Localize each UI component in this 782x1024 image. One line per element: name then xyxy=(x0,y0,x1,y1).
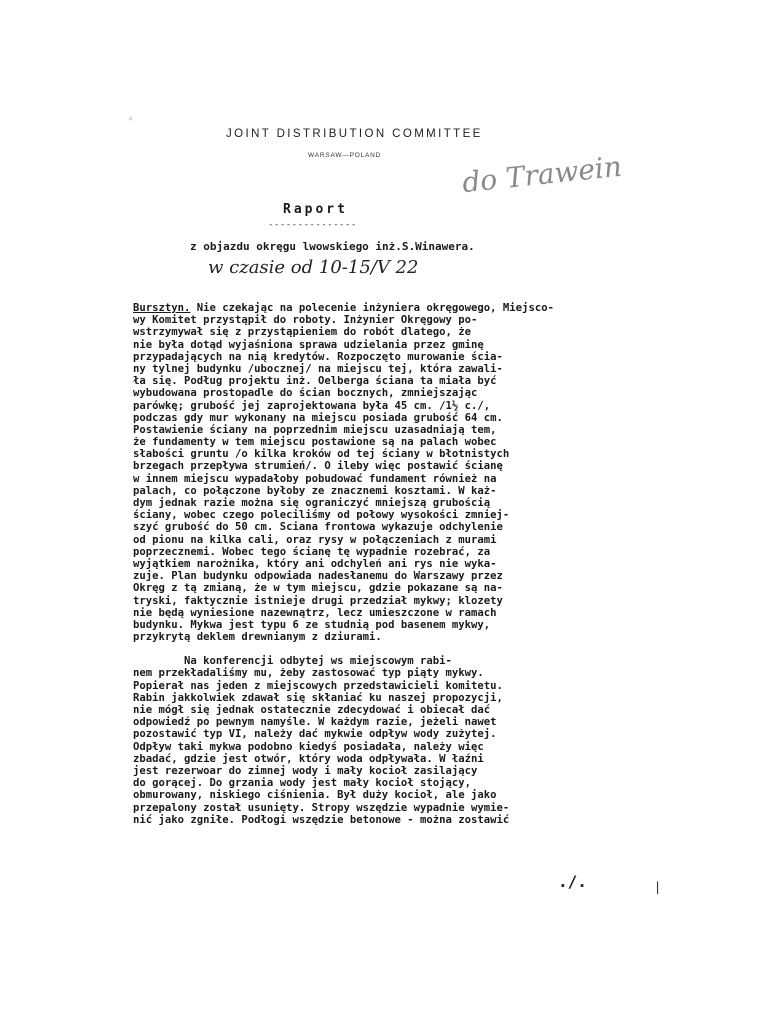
body-line: ny tylnej budynku /ubocznej/ na miejscu tej, która zawali- xyxy=(133,362,503,375)
body-line: szyć grubość do 50 cm. Ściana frontowa wykazuje odchylenie xyxy=(133,521,503,534)
body-line: nie była dotąd wyjaśniona sprawa udzielania przez gminę xyxy=(133,338,484,351)
body-line: dym jednak razie można się ograniczyć mniejszą grubością xyxy=(133,497,491,509)
body-line: ła się. Podług projektu inż. Oelberga ściana ta miała być xyxy=(133,375,497,388)
body-line: obmurowany, niskiego ciśnienia. Był duży kocioł, ale jako xyxy=(133,789,497,802)
body-line: Na konferencji odbytej ws miejscowym rabi- xyxy=(133,655,452,668)
body-line: w innem miejscu wypadałoby pobudować fundament również na xyxy=(133,472,497,485)
body-line: Rabin jakkolwiek zdawał się skłaniać ku naszej propozycji, xyxy=(133,691,503,704)
body-line: brzegach przepływa strumień/. O ileby więc postawić ścianę xyxy=(133,460,503,473)
body-line: do gorącej. Do grzania wody jest mały kocioł stojący, xyxy=(133,777,472,790)
margin-mark: * xyxy=(128,116,134,126)
body-line: ściany, wobec czego poleciliśmy od połowy wysokości zmniej- xyxy=(133,509,510,522)
body-line: parówkę; grubość jej zaprojektowana była 45 cm. /1½ c./, xyxy=(133,399,491,412)
report-title: Raport xyxy=(283,202,348,217)
body-line: Odpływ taki mykwa podobno kiedyś posiadała, należy więc xyxy=(133,740,484,753)
body-line: od pionu na kilka cali, oraz rysy w połączeniach z murami xyxy=(133,533,497,546)
paragraph-2 xyxy=(133,655,653,826)
body-line: nem przekładaliśmy mu, żeby zastosować typ piąty mykwy. xyxy=(133,667,484,680)
report-body xyxy=(133,302,653,826)
body-line: podczas gdy mur wykonany na miejscu posiada grubość 64 cm. xyxy=(133,411,503,424)
body-line: przepalony został usunięty. Stropy wszędzie wypadnie wymie- xyxy=(133,801,510,814)
report-subtitle: z objazdu okręgu lwowskiego inż.S.Winawera. xyxy=(190,240,475,253)
body-line: nie mógł się jednak ostatecznie zdecydować i obiecał dać xyxy=(133,704,491,716)
body-line: odpowiedź po pewnym namyśle. W każdym razie, jeżeli nawet xyxy=(133,716,497,729)
body-line: pozostawić typ VI, należy dać mykwie odpływ wody zużytej. xyxy=(133,728,497,741)
body-line: wstrzymywał się z przystąpieniem do robót dlatego, że xyxy=(133,326,472,339)
body-line: słabości gruntu /o kilka kroków od tej ściany w błotnistych xyxy=(133,448,510,461)
continuation-mark: ./. xyxy=(558,872,587,891)
body-line: Postawienie ściany na poprzednim miejscu uzasadniają tem, xyxy=(133,423,497,436)
handwritten-date: w czasie od 10-15/V 22 xyxy=(208,257,419,278)
body-line: zuje. Plan budynku odpowiada nadesłanemu do Warszawy przez xyxy=(133,570,503,583)
letterhead-org: JOINT DISTRIBUTION COMMITTEE xyxy=(226,128,483,140)
body-line: budynku. Mykwa jest typu 6 ze studnią pod basenem mykwy, xyxy=(133,618,491,631)
body-line: jest rezerwoar do zimnej wody i mały kocioł zasilający xyxy=(133,764,478,777)
body-line: wy Komitet przystąpił do roboty. Inżynier Okręgowy po- xyxy=(133,314,478,327)
body-line: nić jako zgniłe. Podłogi wszędzie betonowe - można zostawić xyxy=(133,813,510,826)
body-first-line xyxy=(133,302,653,314)
first-line-text: Nie czekając na polecenie inżyniera okręgowego, Miejsco- xyxy=(190,302,554,314)
handwritten-note: do Trawein xyxy=(460,149,624,200)
place-name: Bursztyn. xyxy=(133,302,191,314)
body-line: wyjątkiem narożnika, który ani odchyleń ani rys nie wyka- xyxy=(133,557,497,570)
body-line: wybudowana prostopadle do ścian bocznych, zmniejszając xyxy=(133,387,478,400)
body-line: tryski, faktycznie istnieje drugi przedział mykwy; klozety xyxy=(133,594,503,607)
body-line: poprzecznemi. Wobec tego ścianę tę wypadnie rozebrać, za xyxy=(133,545,491,558)
letterhead-city: WARSAW—POLAND xyxy=(308,152,382,159)
title-underline: --------------- xyxy=(268,220,357,230)
body-line: przykrytą deklem drewnianym z dziurami. xyxy=(133,631,382,644)
body-line: Popierał nas jeden z miejscowych przedstawicieli komitetu. xyxy=(133,679,503,692)
body-line: nie będą wyniesione nazewnątrz, lecz umieszczone w ramach xyxy=(133,606,497,619)
edge-mark: | xyxy=(654,880,662,894)
body-line: zbadać, gdzie jest otwór, który woda odpływała. W łaźni xyxy=(133,752,484,765)
paragraph-1 xyxy=(133,314,653,643)
body-line: Okręg z tą zmianą, że w tym miejscu, gdzie pokazane są na- xyxy=(133,582,503,595)
body-line: że fundamenty w tem miejscu postawione są na palach wobec xyxy=(133,436,497,449)
body-line: przypadających na nią kredytów. Rozpoczęto murowanie ścia- xyxy=(133,350,503,363)
body-line: palach, co połączone byłoby ze znacznemi kosztami. W każ- xyxy=(133,484,497,497)
